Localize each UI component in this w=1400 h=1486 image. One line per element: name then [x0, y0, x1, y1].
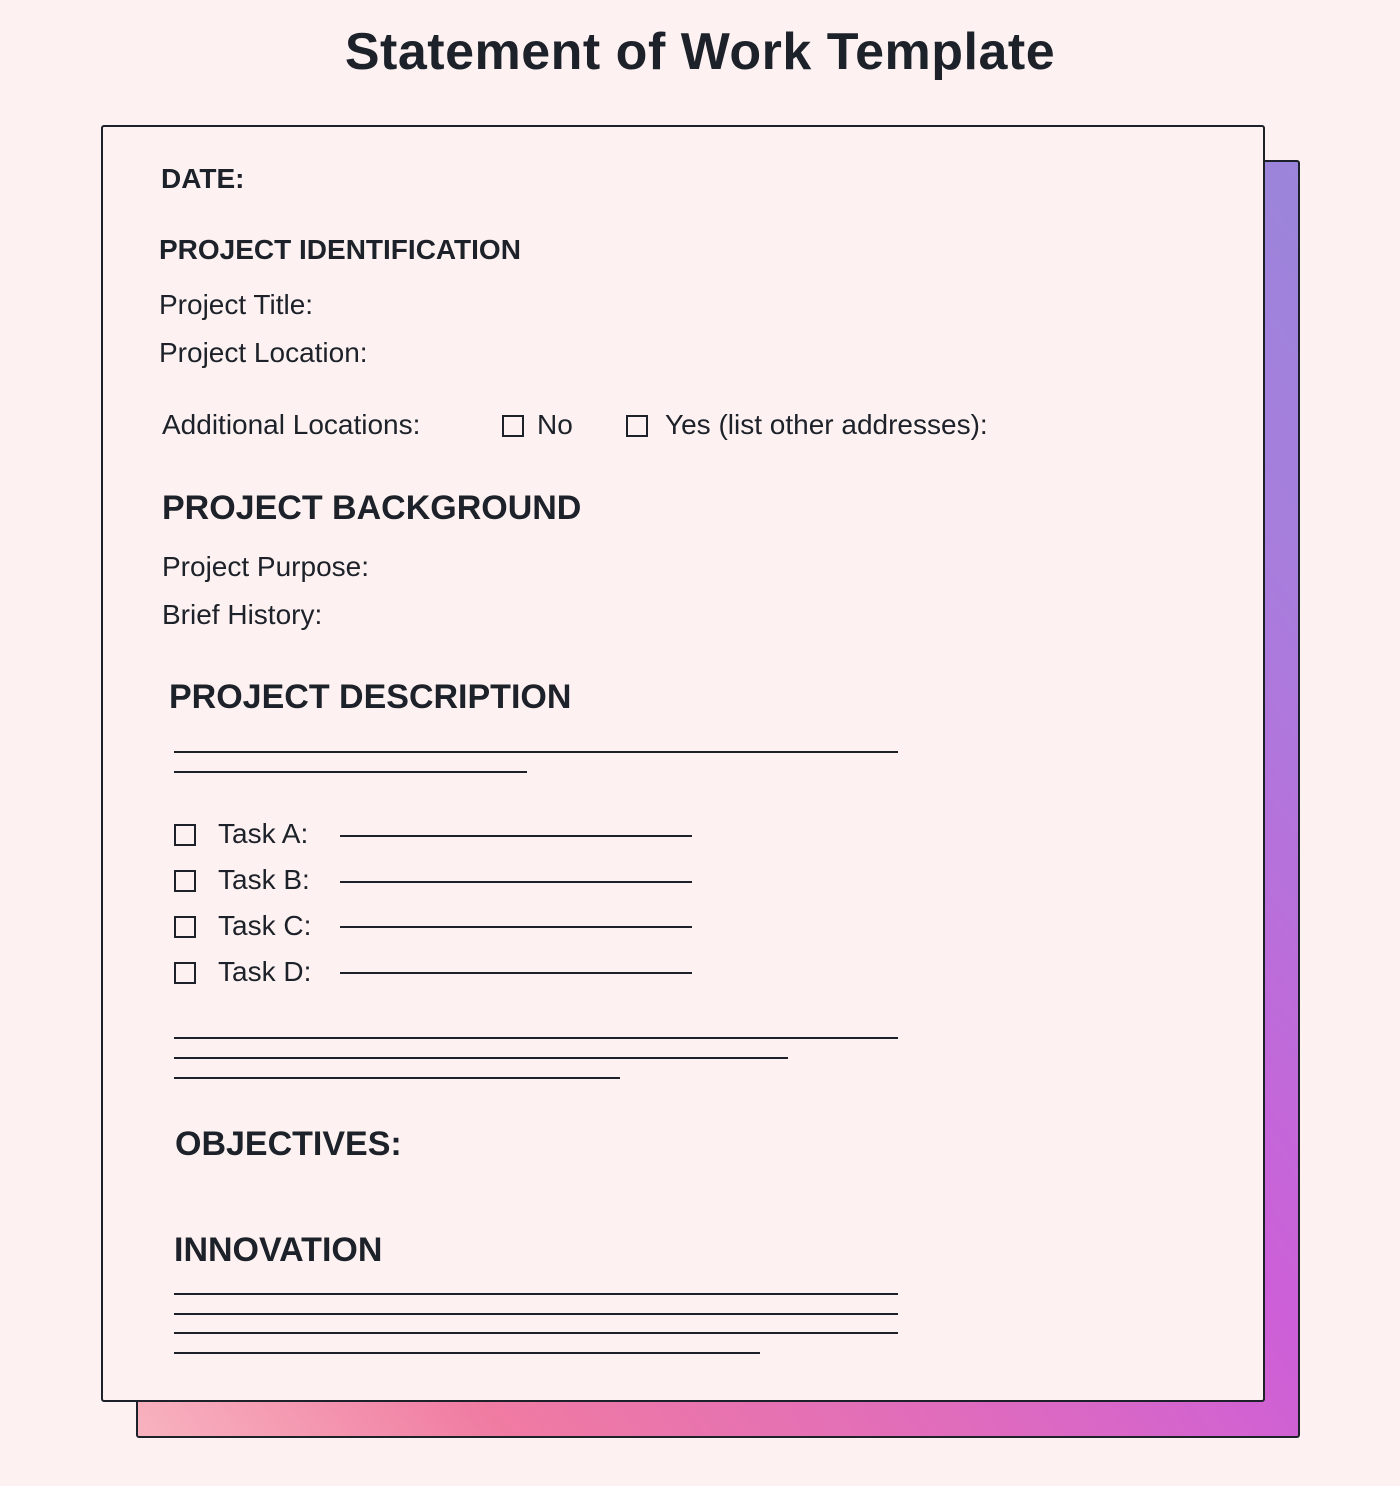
task-d-label: Task D:	[218, 956, 312, 987]
description-line	[174, 1037, 898, 1039]
date-label: DATE:	[161, 163, 245, 194]
task-a-label: Task A:	[218, 818, 309, 849]
description-line	[174, 751, 898, 753]
no-option-label: No	[537, 409, 573, 440]
project-identification-heading: PROJECT IDENTIFICATION	[159, 234, 521, 265]
task-a-line	[340, 835, 692, 837]
task-c-checkbox[interactable]	[174, 916, 196, 938]
no-checkbox[interactable]	[502, 415, 524, 437]
project-title-label: Project Title:	[159, 289, 314, 320]
innovation-line	[174, 1293, 898, 1295]
task-b-checkbox[interactable]	[174, 870, 196, 892]
innovation-line	[174, 1332, 898, 1334]
task-b-line	[340, 881, 692, 883]
task-c-label: Task C:	[218, 910, 312, 941]
task-d-checkbox[interactable]	[174, 962, 196, 984]
task-d-line	[340, 972, 692, 974]
innovation-line	[174, 1352, 760, 1354]
innovation-line	[174, 1313, 898, 1315]
page-title: Statement of Work Template	[344, 23, 1056, 81]
description-line	[174, 1077, 620, 1079]
task-c-line	[340, 926, 692, 928]
description-line	[174, 771, 527, 773]
document-sheet	[101, 125, 1265, 1402]
description-line	[174, 1057, 788, 1059]
yes-checkbox[interactable]	[626, 415, 648, 437]
additional-locations-label: Additional Locations:	[162, 409, 421, 440]
project-location-label: Project Location:	[159, 337, 368, 368]
task-b-label: Task B:	[218, 864, 310, 895]
project-description-heading: PROJECT DESCRIPTION	[169, 678, 572, 716]
brief-history-label: Brief History:	[162, 599, 323, 630]
project-background-heading: PROJECT BACKGROUND	[162, 489, 582, 527]
yes-option-label: Yes (list other addresses):	[665, 409, 988, 440]
project-purpose-label: Project Purpose:	[162, 551, 369, 582]
task-a-checkbox[interactable]	[174, 824, 196, 846]
objectives-heading: OBJECTIVES:	[175, 1125, 402, 1163]
innovation-heading: INNOVATION	[174, 1231, 383, 1269]
